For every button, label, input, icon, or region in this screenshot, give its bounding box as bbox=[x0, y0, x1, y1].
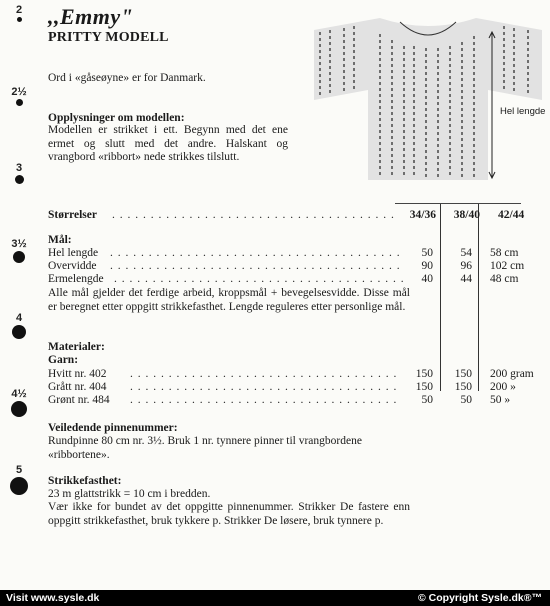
table-top-rule bbox=[395, 203, 521, 204]
size-1: 34/36 bbox=[409, 209, 436, 221]
needles-heading: Veiledende pinnenummer: bbox=[48, 422, 178, 434]
needle-size-label: 4½ bbox=[11, 388, 27, 400]
needle-size-label: 5 bbox=[15, 464, 23, 476]
gauge-text: Vær ikke for bundet av det oppgitte pinnenummer. Strikker De fastere enn oppgitt strikkefasthet, bruk tykkere p. Strikker De løsere, bruk tynnere p. bbox=[48, 501, 410, 527]
materials-heading: Materialer: bbox=[48, 341, 105, 353]
needle-size-marker bbox=[8, 86, 30, 106]
model-info-heading: Opplysninger om modellen: bbox=[48, 112, 185, 124]
needle-size-marker bbox=[8, 162, 30, 184]
needle-size-marker bbox=[8, 464, 30, 495]
size-2: 38/40 bbox=[453, 209, 480, 221]
pattern-page: 2 2½ 3 3½ 4 4½ 5 ,,Emmy" PRITTY MODELL Ord i «gåseøyne» er for Danmark. Opplysninger om modellen: Modellen er strikket i ett. Begynn med det ene ermet og slutt med det andre. Halskant og vrangbord «ribbort» nede strikkes tilslutt. Hel lengde Størrelser . . . . . . . . . . . . . . . . . . . . . . . . . . . . . . . . . . . . . 34/36 38/40 42/44 Mål: Hel lengde . . . . . . . . . . . . . . . . . . . . . . . . . . . . . . . . . . . . . . 50 54 58 cm Overvidde . . . . . . . . . . . . . . . . . . . . . . . . . . . . . . . . . . . . . . 90 96 102 cm Ermelengde . . . . . . . . . . . . . . . . . . . . . . . . . . . . . . . . . . . . . . 40 44 48 cm Alle mål gjelder det ferdige arbeid, kroppsmål + bevegelsesvidde. Disse mål er beregnet etter oppgitt strikkefasthet. Lengde reguleres etter personlige mål. Materialer: Garn: Hvitt nr. 402 . . . . . . . . . . . . . . . . . . . . . . . . . . . . . . . . . . . 150 150 200 gram Grått nr. 404 . . . . . . . . . . . . . . . . . . . . . . . . . . . . . . . . . . . 150 150 200 » Grønt nr. 484 . . . . . . . . . . . . . . . . . . . . . . . . . . . . . . . . . . . 50 50 50 » Veiledende pinnenummer: Rundpinne 80 cm nr. 3½. Bruk 1 nr. tynnere pinner til vrangbordene «ribbortene». Strikkefasthet: 23 m glattstrikk = 10 cm i bredden. Vær ikke for bundet av det oppgitte pinnenummer. Strikker De fastere enn oppgitt strikkefasthet, bruk tykkere p. Strikker De løsere, bruk tynnere p. Visit www.sysle.dk © Copyright Sysle.dk®™ bbox=[0, 0, 550, 606]
column-divider bbox=[440, 203, 441, 391]
sizes-label: Størrelser bbox=[48, 209, 97, 221]
pattern-title: ,,Emmy" bbox=[48, 4, 134, 29]
size-3: 42/44 bbox=[498, 209, 525, 221]
measurements-heading: Mål: bbox=[48, 234, 72, 246]
pattern-subtitle: PRITTY MODELL bbox=[48, 30, 169, 45]
sweater-body bbox=[314, 18, 542, 180]
yarn-heading: Garn: bbox=[48, 354, 79, 366]
needle-size-marker bbox=[8, 388, 30, 417]
needle-size-marker bbox=[8, 312, 30, 339]
footer-copyright: © Copyright Sysle.dk®™ bbox=[418, 592, 542, 604]
needle-size-dot bbox=[15, 175, 24, 184]
needle-size-label: 4 bbox=[15, 312, 23, 324]
needle-size-marker bbox=[8, 4, 30, 22]
needle-size-dot bbox=[12, 325, 26, 339]
needle-size-label: 3½ bbox=[11, 238, 27, 250]
needle-size-dot bbox=[11, 401, 27, 417]
needle-size-label: 3 bbox=[15, 162, 23, 174]
needle-size-label: 2½ bbox=[11, 86, 27, 98]
length-callout: Hel lengde bbox=[500, 106, 546, 117]
intro-note: Ord i «gåseøyne» er for Danmark. bbox=[48, 72, 206, 84]
needle-size-label: 2 bbox=[15, 4, 23, 16]
gauge-line: 23 m glattstrikk = 10 cm i bredden. bbox=[48, 488, 211, 500]
model-info-section bbox=[48, 112, 288, 165]
sweater-schematic bbox=[308, 12, 548, 192]
column-divider bbox=[478, 203, 479, 391]
gauge-heading: Strikkefasthet: bbox=[48, 475, 122, 487]
needle-size-dot bbox=[16, 99, 23, 106]
needle-size-dot bbox=[13, 251, 25, 263]
needle-size-marker bbox=[8, 238, 30, 263]
footer-link[interactable]: Visit www.sysle.dk bbox=[6, 592, 100, 604]
needle-size-dot bbox=[10, 477, 28, 495]
footer-bar bbox=[0, 590, 550, 606]
model-info-text: Modellen er strikket i ett. Begynn med det ene ermet og slutt med det andre. Halskant og vrangbord «ribbort» nede strikkes tilslutt. bbox=[48, 124, 288, 163]
needle-size-dot bbox=[17, 17, 22, 22]
needles-text: Rundpinne 80 cm nr. 3½. Bruk 1 nr. tynnere pinner til vrangbordene «ribbortene». bbox=[48, 435, 362, 461]
measurements-note: Alle mål gjelder det ferdige arbeid, kroppsmål + bevegelsesvidde. Disse mål er beregnet etter oppgitt strikkefasthet. Lengde reguleres etter personlige mål. bbox=[48, 287, 410, 313]
